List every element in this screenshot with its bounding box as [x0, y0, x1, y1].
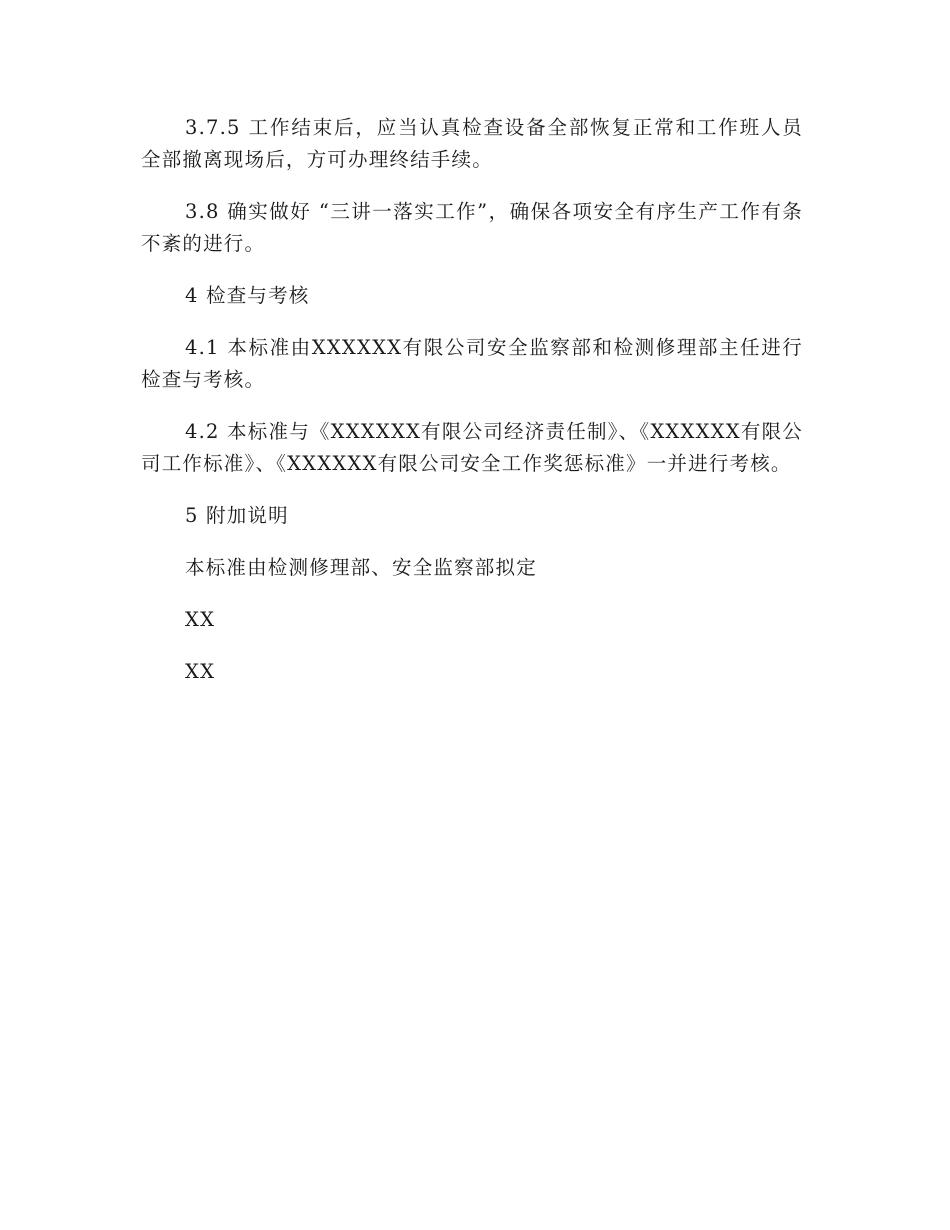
section-4-heading: 4 检查与考核	[185, 284, 310, 307]
placeholder-line-1: XX	[185, 608, 216, 631]
clause-3-8: 3.8 确实做好 “三讲一落实工作”，确保各项安全有序生产工作有条不紊的进行。	[141, 200, 803, 255]
section-5-heading: 5 附加说明	[185, 504, 289, 527]
drafting-note: 本标准由检测修理部、安全监察部拟定	[185, 556, 537, 579]
clause-4-1: 4.1 本标准由XXXXXX有限公司安全监察部和检测修理部主任进行检查与考核。	[141, 336, 803, 391]
placeholder-line-2: XX	[185, 660, 216, 683]
clause-4-2: 4.2 本标准与《XXXXXX有限公司经济责任制》、《XXXXXX有限公司工作标准》、《XXXXXX有限公司安全工作奖惩标准》一并进行考核。	[141, 420, 803, 475]
document-body	[141, 112, 803, 708]
clause-3-7-5: 3.7.5 工作结束后，应当认真检查设备全部恢复正常和工作班人员全部撤离现场后，方可办理终结手续。	[141, 116, 803, 171]
